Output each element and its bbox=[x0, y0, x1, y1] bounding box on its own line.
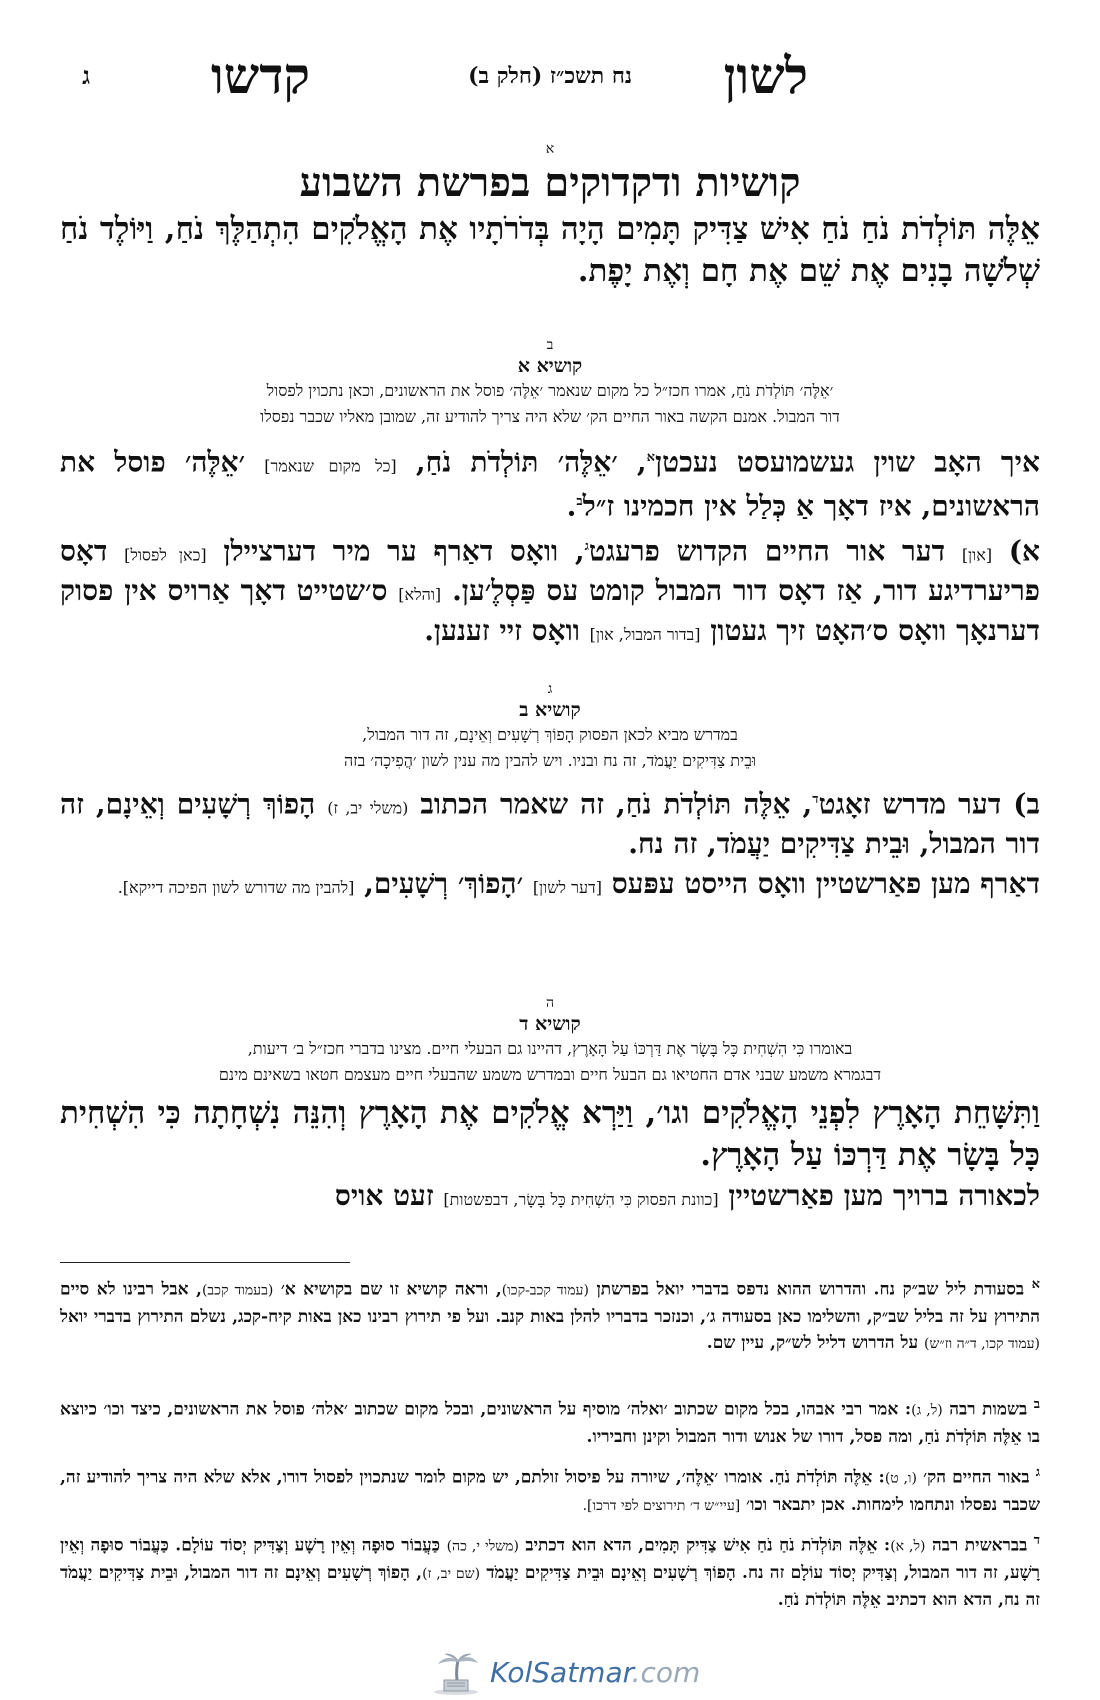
footnote-3 bbox=[60, 1460, 1040, 1519]
paragraph bbox=[60, 440, 1040, 525]
text: ׳אֵלֶּה׳ פוסל את הראשונים, איז דאָך אַ כְּלַל אין חכמינו ז״ל bbox=[60, 445, 1040, 523]
footnote-ref[interactable]: ג bbox=[584, 538, 589, 554]
text: דאַרף מען פאַרשטיין וואָס הייסט עפּעס bbox=[611, 867, 1040, 901]
header-title-left: קדשו bbox=[211, 46, 310, 105]
text: : אמר רבי אבהו, בכל מקום שכתוב ׳ואלה׳ מוסיף על הראשונים, ובכל מקום שכתוב ׳אלה׳ פוסל את הראשונים, כיצד וכו׳ כיוצא בו אֵלֶּה תּוֹלְדֹת נֹחַ, ומה פסל, דורו של אנוש ודור המבול וקינן וחביריו. bbox=[60, 1399, 1040, 1447]
main-verse: אֵלֶּה תּוֹלְדֹת נֹחַ נֹחַ אִישׁ צַדִּיק תָּמִים הָיָה בְּדֹרֹתָיו אֶת הָאֱלֹקִים הִתְהַלֶּךְ נֹחַ, וַיּוֹלֶד נֹחַ שְׁלֹשָׁה בָנִים אֶת שֵׁם אֶת חָם וְאֶת יָפֶת. bbox=[60, 211, 1040, 289]
footnote-mark: ג bbox=[1035, 1465, 1041, 1480]
text: כַּעֲבוֹר סוּפָה וְאֵין רָשָׁע וְצַדִּיק יְסוֹד עוֹלָם. כַּעֲבוֹר סוּפָה וְאֵין רָשָׁע, זה דור המבול, וְצַדִּיק יְסוֹד עוֹלָם זה נח. הָפוֹךְ רְשָׁעִים וְאֵינָם וּבֵית צַדִּיקִים יַעֲמֹד bbox=[60, 1535, 1040, 1583]
text: , וואָס דאַרף ער מיר דערציילן bbox=[223, 533, 585, 567]
text: איך האָב שוין געשמועסט נעכטן bbox=[655, 445, 1041, 479]
bracket-note: [דער לשון] bbox=[532, 878, 602, 898]
reference: (ו, ט) bbox=[884, 1470, 917, 1487]
footnote-1 bbox=[60, 1272, 1040, 1357]
section-title: קושיות ודקדוקים בפרשת השבוע bbox=[299, 159, 801, 206]
reference: (ל, ג) bbox=[911, 1402, 943, 1419]
bracket-note: [און] bbox=[961, 544, 993, 564]
reference: (ל, א) bbox=[890, 1538, 926, 1555]
text: , וראה קושיא זו שם בקושיא א׳ bbox=[280, 1279, 502, 1300]
section-g bbox=[60, 680, 1040, 906]
text: , אבל רבינו לא סיים התירוץ על זה בליל שב״ק, והשלימו כאן בסעודה ג׳, וכנזכר בדבריו להלן באות קנב. ועל פי תירוץ רבינו כאן באות קיח-קכג, נשלם התירוץ בדברי יואל bbox=[60, 1279, 1040, 1327]
bracket-note: [להבין מה שדורש לשון הפיכה דייקא]. bbox=[117, 878, 355, 898]
question-heading: קושיא ד bbox=[519, 1013, 581, 1035]
reference: (עמוד קכו, ד״ה וז״ש) bbox=[924, 1335, 1040, 1352]
question-intro-1: ׳אֵלֶּה׳ תּוֹלְדֹת נֹחַ, אמרו חכז״ל כל מקום שנאמר ׳אֵלֶּה׳ פוסל את הראשונים, וכאן נתכוין לפסול bbox=[266, 381, 834, 400]
text: ס׳שטייט דאָך אַרויס אין פסוק דערנאָך וואָס ס׳האָט זיך געטון bbox=[60, 573, 1040, 647]
footnote-mark: א bbox=[1031, 1277, 1040, 1292]
text: הָפוֹךְ רְשָׁעִים וְאֵינָם, זה דור המבול, וּבֵית צַדִּיקִים יַעֲמֹד, זה נח. bbox=[60, 787, 1040, 861]
question-intro-2: דבגמרא משמע שבני אדם החטיאו גם הבעל חיים ובמדרש משמע שהבעלי חיים מעצמם חטאו בשאינם מינם bbox=[218, 1065, 882, 1084]
text: , הָפוֹךְ רְשָׁעִים וְאֵינָם זה דור המבול, וּבֵית צַדִּיקִים יַעֲמֹד זה נח, הדא הוא דכתיב אֵלֶּה תּוֹלְדֹת נֹחַ. bbox=[60, 1562, 1040, 1610]
text: דער אור החיים הקדוש פרעגט bbox=[588, 533, 946, 567]
reference: (שם יב, ז) bbox=[422, 1565, 481, 1582]
question-intro-2: דור המבול. אמנם הקשה באור החיים הק׳ שלא היה צריך להודיע זה, שמובן מאליו שכבר נפסלו bbox=[260, 407, 840, 426]
verse: וַתִּשָּׁחֵת הָאָרֶץ לִפְנֵי הָאֱלֹקִים וגו׳, וַיַּרְא אֱלֹקִים אֶת הָאָרֶץ וְהִנֵּה נִשְׁחָתָה כִּי הִשְׁחִית כָּל בָּשָׂר אֶת דַּרְכּוֹ עַל הָאָרֶץ. bbox=[60, 1095, 1040, 1173]
site-logo[interactable] bbox=[430, 1652, 701, 1696]
text: . bbox=[566, 489, 577, 523]
logo-text bbox=[490, 1656, 700, 1689]
logo-suffix: .com bbox=[631, 1656, 701, 1689]
section-a bbox=[60, 140, 1040, 292]
footnote-2 bbox=[60, 1392, 1040, 1450]
section-letter: ג bbox=[547, 681, 553, 697]
text: , אֵלֶּה תּוֹלְדֹת נֹחַ, זה שאמר הכתוב bbox=[420, 787, 813, 821]
question-intro-1: במדרש מביא לכאן הפסוק הָפוֹךְ רְשָׁעִים וְאֵינָם, זה דור המבול, bbox=[362, 725, 738, 744]
text: וואָס זיי זענען. bbox=[424, 613, 580, 647]
text: לכאורה ברויך מען פאַרשטיין bbox=[728, 1179, 1040, 1212]
reference: (משלי י, כה) bbox=[446, 1538, 519, 1555]
bracket-note: [כוונת הפסוק כִּי הִשְׁחִית כָּל בָּשָׂר, דבפשטות] bbox=[443, 1190, 719, 1209]
palm-tree-icon bbox=[430, 1652, 482, 1696]
section-letter: ב bbox=[546, 337, 554, 353]
logo-name: KolSatmar bbox=[490, 1656, 632, 1689]
header-subtitle: נח תשכ״ז (חלק ב) bbox=[468, 63, 632, 89]
paragraph bbox=[60, 782, 1040, 862]
section-b bbox=[60, 336, 1040, 653]
footnote-ref[interactable]: ד bbox=[812, 792, 819, 807]
text: בשמות רבה bbox=[949, 1399, 1028, 1420]
text: בבראשית רבה bbox=[932, 1535, 1028, 1556]
paragraph bbox=[60, 866, 1040, 906]
footnote-mark: ד bbox=[1033, 1533, 1041, 1548]
question-intro-1: באומרו כִּי הִשְׁחִית כָּל בָּשָׂר אֶת דַּרְכּוֹ עַל הָאָרֶץ, דהיינו גם הבעלי חיים. מצינו בדברי חכז״ל ב׳ דיעות, bbox=[247, 1039, 853, 1058]
question-heading: קושיא ב bbox=[519, 699, 581, 721]
reference: [עיי״ש ד׳ תירוצים לפי דרכו]. bbox=[582, 1497, 741, 1514]
section-h bbox=[60, 994, 1040, 1218]
bracket-note: [כאן לפסול] bbox=[124, 544, 207, 564]
question-intro-2: וּבֵית צַדִּיקִים יַעֲמֹד, זה נח ובניו. ויש להבין מה ענין לשון ׳הֲפִיכָה׳ בזה bbox=[343, 751, 757, 770]
paragraph bbox=[60, 529, 1040, 653]
text: דאָס פריערדיגע דור, אַז דאָס דור המבול קומט עס פַּסְלֶ׳ען. bbox=[60, 533, 1040, 607]
paragraph bbox=[60, 1178, 1040, 1218]
section-letter: ה bbox=[545, 995, 555, 1011]
bracket-note: [כל מקום שנאמר] bbox=[264, 456, 397, 476]
question-heading: קושיא א bbox=[517, 355, 583, 377]
page-number: ג bbox=[82, 61, 90, 90]
text: : אֵלֶּה תּוֹלְדֹת נֹחַ נֹחַ אִישׁ צַדִּיק תָּמִים, הדא הוא דכתיב bbox=[525, 1535, 891, 1556]
footnote-ref[interactable]: א bbox=[646, 450, 656, 465]
text: ב) דער מדרש זאָגט bbox=[818, 787, 1040, 821]
bracket-note: [והלא] bbox=[398, 584, 442, 604]
text: : אֵלֶּה תּוֹלְדֹת נֹחַ. אומרו ׳אֵלֶּה׳, שיורה על פיסול זולתם, יש מקום לומר שנתכוין לפסול דורו, אלא שלא היה צריך להודיע זה, שכבר נפסלו ונתחמו לימחות. אכן יתבאר וכו׳ bbox=[60, 1467, 1040, 1515]
text: ׳הָפוֹךְ׳ רְשָׁעִים, bbox=[364, 867, 524, 901]
text: זעט אויס bbox=[334, 1179, 434, 1212]
reference: (בעמוד קכב) bbox=[201, 1282, 274, 1299]
text: א) bbox=[1008, 533, 1041, 567]
footnote-ref[interactable]: ב bbox=[576, 494, 583, 510]
footnote-mark: ב bbox=[1033, 1397, 1040, 1412]
reference: (עמוד קכב-קכו) bbox=[501, 1282, 589, 1299]
header-title-right: לשון bbox=[723, 46, 808, 105]
text: , ׳אֵלֶּה׳ תּוֹלְדֹת נֹחַ, bbox=[415, 445, 647, 479]
text: באור החיים הק׳ bbox=[923, 1467, 1030, 1488]
text: בסעודת ליל שב״ק נח. והדרוש ההוא נדפס בדברי יואל בפרשתן bbox=[596, 1279, 1025, 1300]
bracket-note: (משלי יב, ז) bbox=[327, 798, 409, 818]
text: על הדרוש דליל לש״ק, עיין שם. bbox=[706, 1332, 919, 1353]
footnote-divider bbox=[60, 1262, 350, 1263]
section-letter: א bbox=[545, 141, 555, 157]
footnote-4 bbox=[60, 1528, 1040, 1613]
bracket-note: [בדור המבול, און] bbox=[589, 624, 701, 644]
